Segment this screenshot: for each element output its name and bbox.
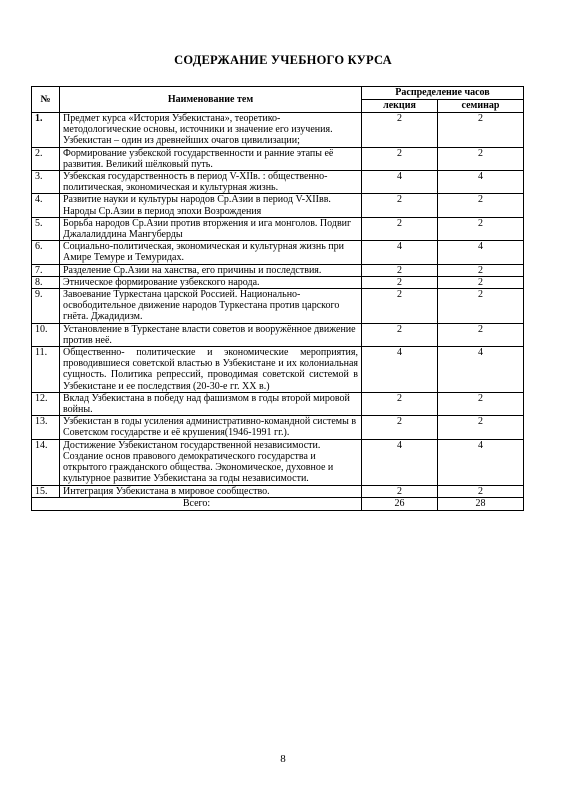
row-lecture-hours: 2	[362, 147, 438, 170]
row-seminar-hours: 2	[438, 416, 524, 439]
row-number: 5.	[32, 217, 60, 240]
header-seminar: семинар	[438, 100, 524, 113]
row-topic: Развитие науки и культуры народов Ср.Азии в период V-XIIвв. Народы Ср.Азии в период эпохи Возрождения	[60, 194, 362, 217]
row-number: 14.	[32, 439, 60, 485]
table-row	[32, 217, 524, 240]
row-topic: Общественно- политические и экономические мероприятия, проводившиеся советской властью в Узбекистане и их колониальная сущность. Политика репрессий, проводимая советской системой в Узбекистане и ее последствия (20-30-е гг. XX в.)	[60, 347, 362, 393]
row-number: 2.	[32, 147, 60, 170]
course-table	[31, 86, 524, 511]
row-number: 11.	[32, 347, 60, 393]
table-row	[32, 323, 524, 346]
row-topic: Разделение Ср.Азии на ханства, его причины и последствия.	[60, 264, 362, 276]
total-row	[32, 497, 524, 510]
row-number: 12.	[32, 392, 60, 415]
row-number: 4.	[32, 194, 60, 217]
row-seminar-hours: 2	[438, 276, 524, 288]
header-num: №	[32, 87, 60, 113]
total-seminar-hours: 28	[438, 497, 524, 510]
row-topic: Формирование узбекской государственности и ранние этапы её развития. Великий шёлковый путь.	[60, 147, 362, 170]
row-lecture-hours: 2	[362, 289, 438, 324]
header-lecture: лекция	[362, 100, 438, 113]
table-row	[32, 347, 524, 393]
table-row	[32, 276, 524, 288]
row-topic: Социально-политическая, экономическая и культурная жизнь при Амире Темуре и Темуридах.	[60, 241, 362, 264]
row-number: 6.	[32, 241, 60, 264]
row-topic: Узбекская государственность в период V-XIIв. : общественно-политическая, экономическая и культурная жизнь.	[60, 171, 362, 194]
row-seminar-hours: 4	[438, 171, 524, 194]
row-seminar-hours: 2	[438, 147, 524, 170]
row-number: 7.	[32, 264, 60, 276]
table-row	[32, 416, 524, 439]
table-row	[32, 439, 524, 485]
row-topic: Завоевание Туркестана царской Россией. Национально-освободительное движение народов Туркестана против царского гнёта. Джадидизм.	[60, 289, 362, 324]
row-seminar-hours: 2	[438, 323, 524, 346]
row-lecture-hours: 2	[362, 217, 438, 240]
header-topic: Наименование тем	[60, 87, 362, 113]
row-seminar-hours: 2	[438, 113, 524, 148]
row-seminar-hours: 2	[438, 485, 524, 497]
table-row	[32, 241, 524, 264]
row-topic: Вклад Узбекистана в победу над фашизмом в годы второй мировой войны.	[60, 392, 362, 415]
row-lecture-hours: 4	[362, 241, 438, 264]
row-number: 9.	[32, 289, 60, 324]
total-label: Всего:	[32, 497, 362, 510]
row-lecture-hours: 2	[362, 323, 438, 346]
row-seminar-hours: 4	[438, 241, 524, 264]
row-lecture-hours: 2	[362, 276, 438, 288]
row-number: 8.	[32, 276, 60, 288]
row-lecture-hours: 2	[362, 194, 438, 217]
row-seminar-hours: 4	[438, 439, 524, 485]
page-number: 8	[280, 753, 286, 765]
row-lecture-hours: 2	[362, 264, 438, 276]
total-lecture-hours: 26	[362, 497, 438, 510]
row-number: 10.	[32, 323, 60, 346]
table-row	[32, 147, 524, 170]
table-row	[32, 264, 524, 276]
table-row	[32, 171, 524, 194]
page-title: СОДЕРЖАНИЕ УЧЕБНОГО КУРСА	[174, 53, 392, 67]
row-number: 13.	[32, 416, 60, 439]
row-lecture-hours: 4	[362, 171, 438, 194]
row-seminar-hours: 2	[438, 217, 524, 240]
row-seminar-hours: 2	[438, 392, 524, 415]
row-lecture-hours: 2	[362, 113, 438, 148]
row-topic: Этническое формирование узбекского народа.	[60, 276, 362, 288]
row-topic: Предмет курса «История Узбекистана», теоретико-методологические основы, источники и значение его изучения. Узбекистан – один из древнейших очагов цивилизации;	[60, 113, 362, 148]
row-number: 3.	[32, 171, 60, 194]
row-lecture-hours: 4	[362, 347, 438, 393]
row-topic: Достижение Узбекистаном государственной независимости. Создание основ правового демократического государства и открытого гражданского общества. Экономическое, духовное и культурное развитие Узбекистана за годы независимости.	[60, 439, 362, 485]
row-topic: Узбекистан в годы усиления административно-командной системы в Советском государстве и её крушения(1946-1991 гг.).	[60, 416, 362, 439]
row-lecture-hours: 4	[362, 439, 438, 485]
table-row	[32, 392, 524, 415]
row-topic: Борьба народов Ср.Азии против вторжения и ига монголов. Подвиг Джалалиддина Мангуберды	[60, 217, 362, 240]
row-seminar-hours: 4	[438, 347, 524, 393]
table-row	[32, 485, 524, 497]
row-topic: Интеграция Узбекистана в мировое сообщество.	[60, 485, 362, 497]
row-seminar-hours: 2	[438, 264, 524, 276]
table-row	[32, 289, 524, 324]
row-number: 1.	[32, 113, 60, 148]
row-lecture-hours: 2	[362, 392, 438, 415]
row-lecture-hours: 2	[362, 485, 438, 497]
row-topic: Установление в Туркестане власти советов и вооружённое движение против неё.	[60, 323, 362, 346]
header-hours: Распределение часов	[362, 87, 524, 100]
table-row	[32, 113, 524, 148]
row-lecture-hours: 2	[362, 416, 438, 439]
row-seminar-hours: 2	[438, 289, 524, 324]
row-seminar-hours: 2	[438, 194, 524, 217]
row-number: 15.	[32, 485, 60, 497]
table-row	[32, 194, 524, 217]
